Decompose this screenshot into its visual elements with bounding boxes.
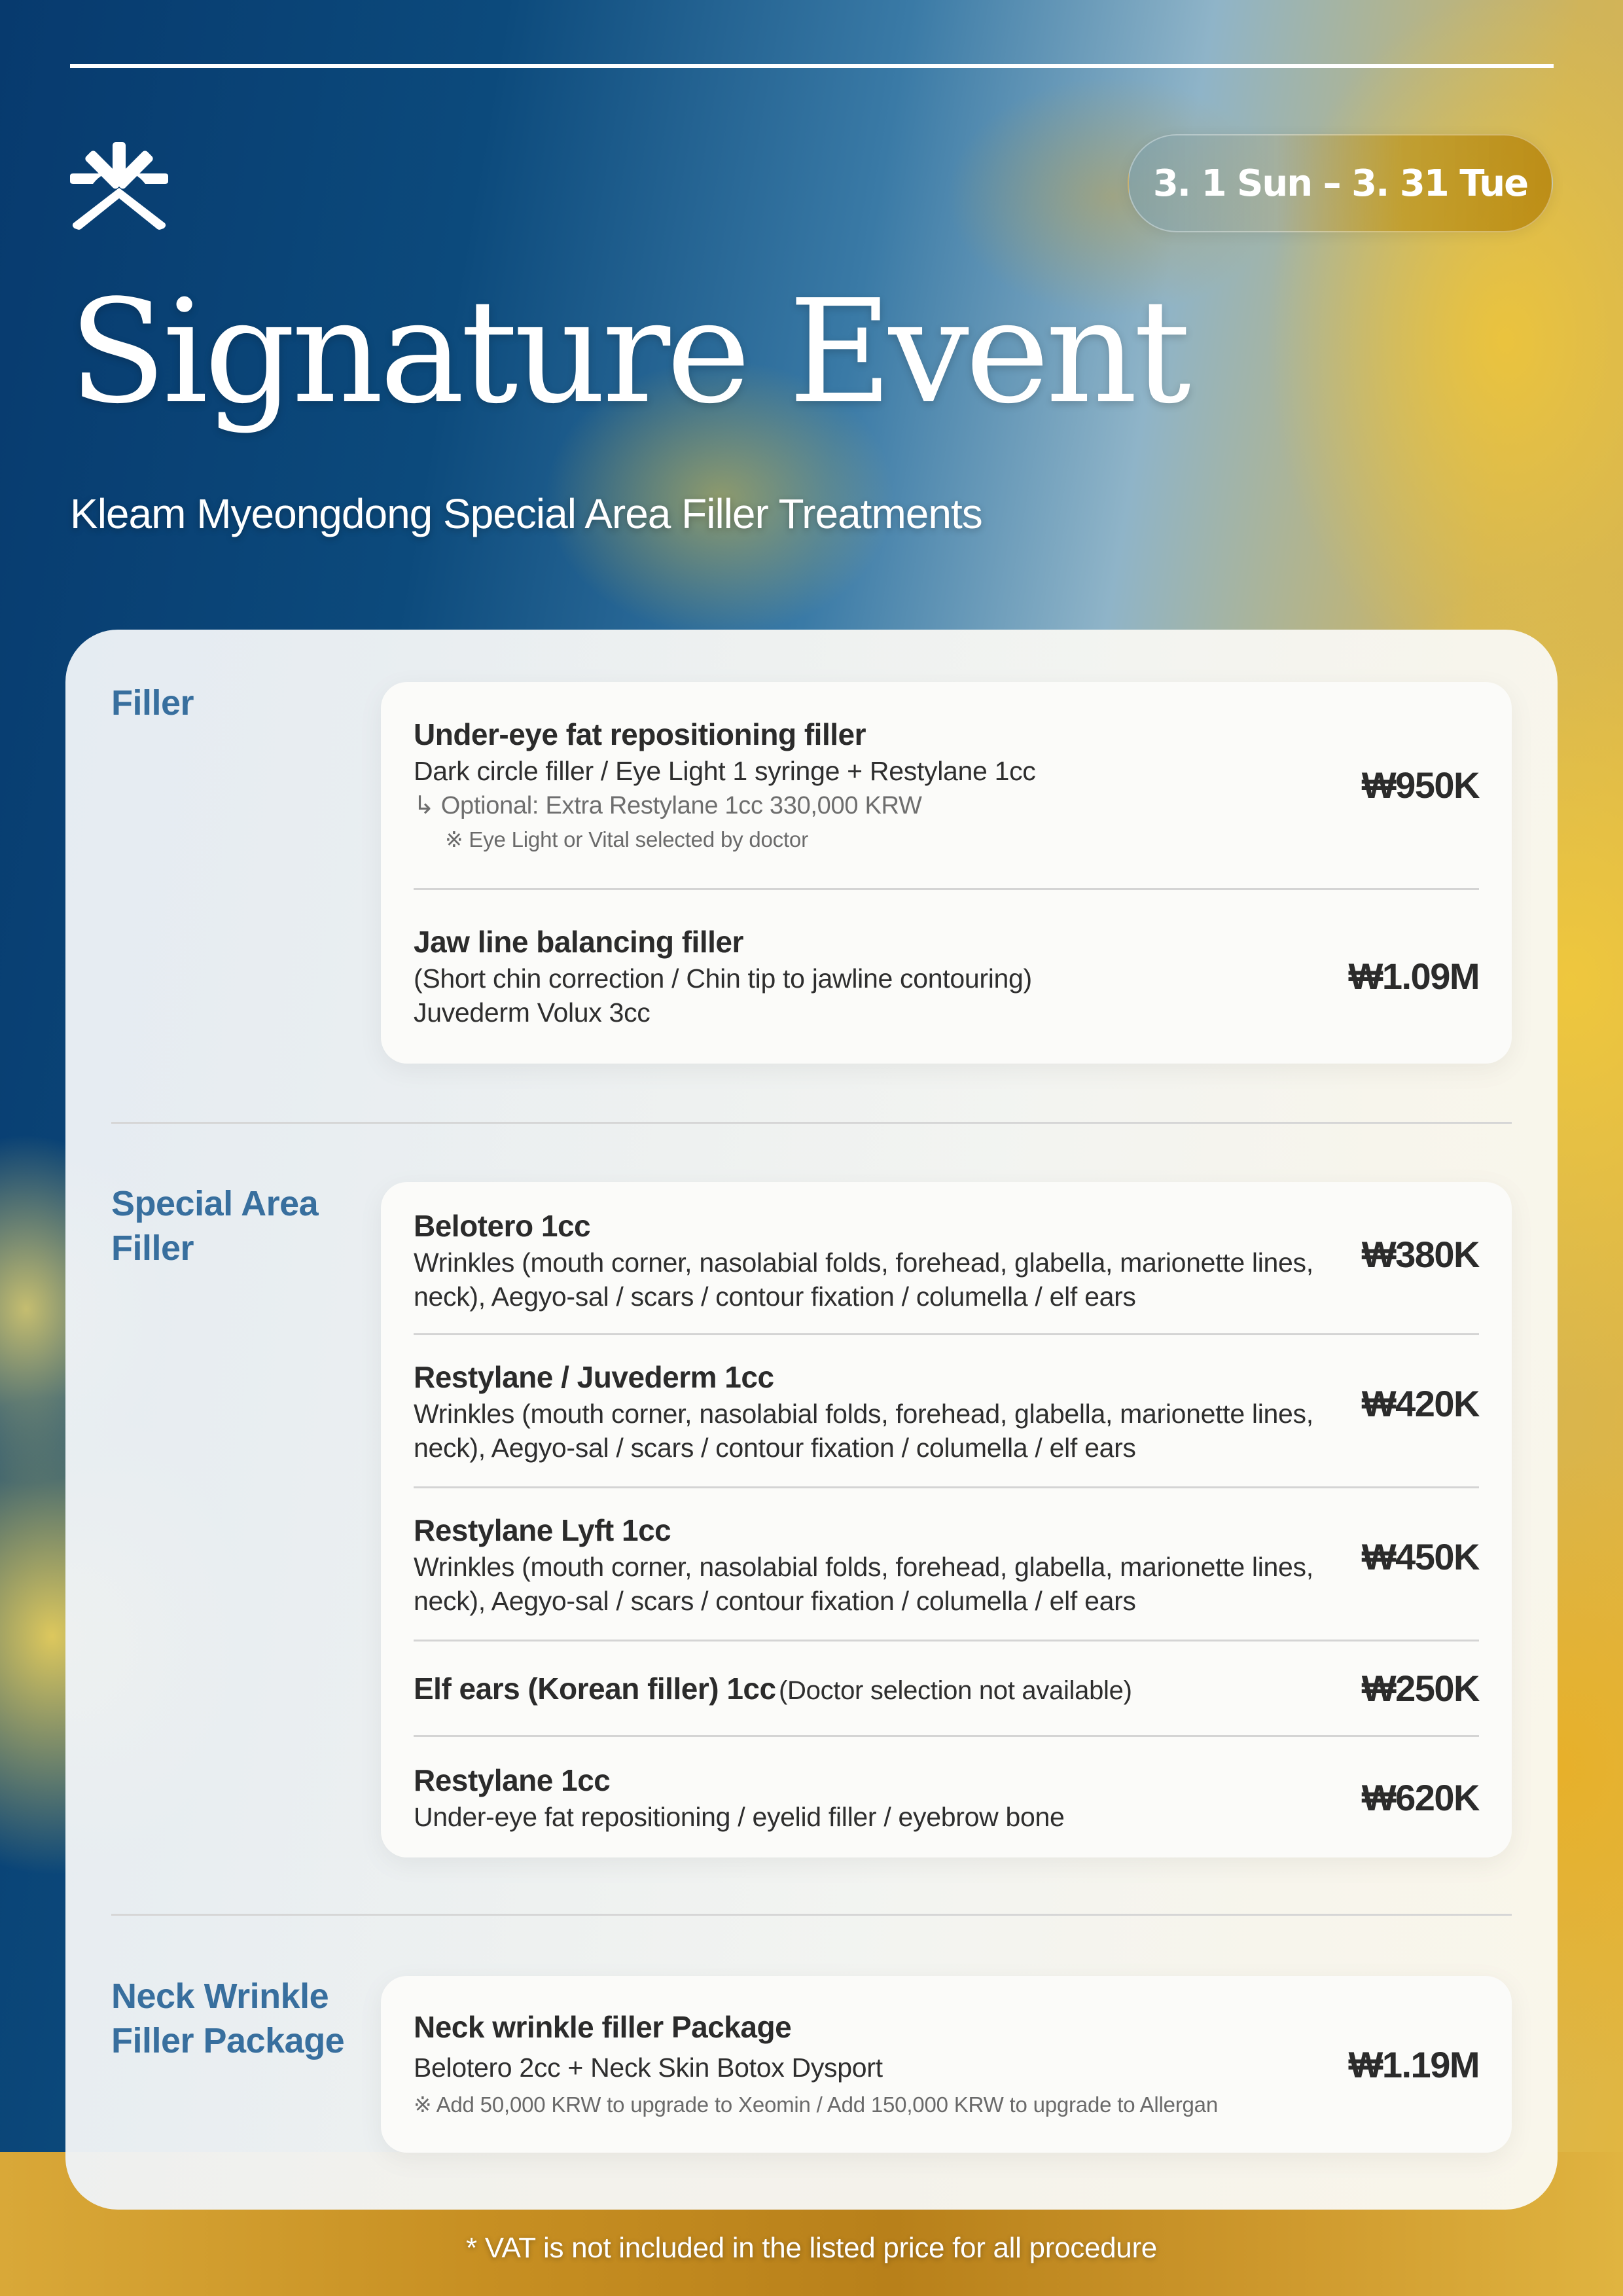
item-desc: (Short chin correction / Chin tip to jawline contouring): [414, 963, 1032, 994]
item-desc: Wrinkles (mouth corner, nasolabial folds, forehead, glabella, marionette lines, neck), Aegyo-sal / scars / contour fixation / columella / elf ears: [414, 1247, 1313, 1312]
page-subtitle: Kleam Myeongdong Special Area Filler Treatments: [70, 490, 982, 537]
event-date-range: 3. 1 Sun – 3. 31 Tue: [1152, 162, 1528, 205]
item-name: Belotero 1cc: [414, 1208, 591, 1243]
list-item: [414, 1641, 1479, 1737]
item-price: ₩1.09M: [1348, 955, 1479, 997]
section-label-line: Filler: [111, 1229, 194, 1268]
list-item: [414, 1737, 1479, 1857]
card-special-area-filler: [381, 1182, 1512, 1857]
item-desc: Under-eye fat repositioning / eyelid filler / eyebrow bone: [414, 1802, 1065, 1832]
item-price: ₩620K: [1361, 1776, 1479, 1818]
item-price: ₩950K: [1361, 764, 1479, 806]
card-neck-wrinkle-package: [381, 1976, 1512, 2153]
list-item: [414, 1976, 1479, 2153]
section-label-text: Filler: [111, 683, 194, 723]
item-name: Restylane Lyft 1cc: [414, 1513, 671, 1547]
item-price: ₩420K: [1361, 1383, 1479, 1424]
section-label-filler: [111, 681, 194, 725]
item-price: ₩1.19M: [1348, 2043, 1479, 2085]
item-optional: ↳ Optional: Extra Restylane 1cc 330,000 KRW: [414, 791, 922, 819]
item-price: ₩380K: [1361, 1234, 1479, 1275]
item-inline-note: (Doctor selection not available): [779, 1676, 1132, 1705]
card-filler: [381, 682, 1512, 1064]
list-item: [414, 1488, 1479, 1641]
section-label-neck-wrinkle-package: [111, 1974, 344, 2063]
section-label-line: Neck Wrinkle: [111, 1977, 329, 2016]
list-item: [414, 1182, 1479, 1335]
item-desc: Dark circle filler / Eye Light 1 syringe + Restylane 1cc: [414, 755, 1036, 786]
item-desc: Belotero 2cc + Neck Skin Botox Dysport: [414, 2053, 883, 2083]
item-desc: Wrinkles (mouth corner, nasolabial folds, forehead, glabella, marionette lines, neck), Aegyo-sal / scars / contour fixation / columella / elf ears: [414, 1551, 1313, 1616]
section-label-special-area-filler: [111, 1181, 318, 1270]
page-title: Signature Event: [69, 270, 1187, 435]
item-note: ※ Add 50,000 KRW to upgrade to Xeomin / Add 150,000 KRW to upgrade to Allergan: [414, 2092, 1218, 2117]
item-name: Jaw line balancing filler: [414, 925, 743, 959]
list-item: [414, 682, 1479, 890]
section-label-line: Special Area: [111, 1184, 319, 1223]
item-desc: Wrinkles (mouth corner, nasolabial folds, forehead, glabella, marionette lines, neck), Aegyo-sal / scars / contour fixation / columella / elf ears: [414, 1398, 1313, 1463]
section-divider: [111, 1914, 1512, 1916]
item-desc-2: Juvederm Volux 3cc: [414, 997, 651, 1028]
item-price: ₩250K: [1361, 1668, 1479, 1709]
item-name: Under-eye fat repositioning filler: [414, 717, 866, 751]
section-divider: [111, 1122, 1512, 1124]
top-rule-divider: [70, 64, 1554, 68]
vat-disclaimer: * VAT is not included in the listed price for all procedure: [466, 2232, 1157, 2264]
item-name: Restylane / Juvederm 1cc: [414, 1359, 774, 1394]
item-name: Neck wrinkle filler Package: [414, 2010, 792, 2044]
item-name: Restylane 1cc: [414, 1763, 611, 1797]
item-price: ₩450K: [1361, 1536, 1479, 1577]
event-date-badge: [1128, 134, 1553, 232]
list-item: [414, 1335, 1479, 1488]
kleam-sun-logo-icon: [70, 142, 168, 230]
item-name: Elf ears (Korean filler) 1cc: [414, 1671, 776, 1706]
item-note: ※ Eye Light or Vital selected by doctor: [445, 827, 808, 852]
section-label-line: Filler Package: [111, 2021, 345, 2060]
list-item: [414, 890, 1479, 1062]
